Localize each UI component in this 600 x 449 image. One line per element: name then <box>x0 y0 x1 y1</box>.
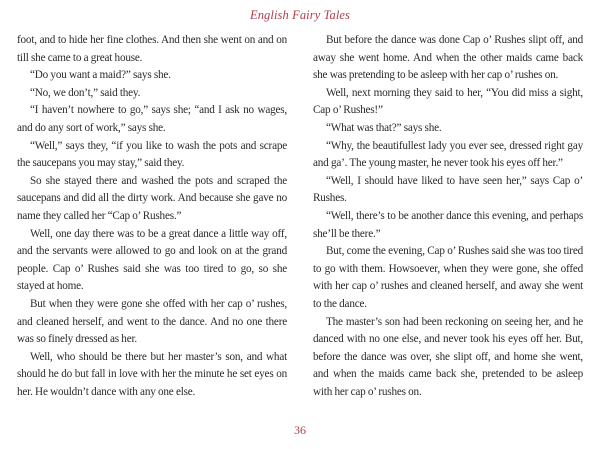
paragraph: “Do you want a maid?” says she. <box>30 69 171 82</box>
left-column <box>17 32 287 401</box>
paragraph: But when they were gone she offed with her cap o’ rushes, and cleaned herself, and went to the dance. And no one there was so finely dressed as her. <box>17 297 287 346</box>
paragraph: “No, we don’t,” said they. <box>30 86 141 99</box>
paragraph: But before the dance was done Cap o’ Rushes slipt off, and away she went home. And when the other maids came back she was pretending to be asleep with her cap o’ rushes on. <box>313 34 583 82</box>
paragraph: Well, next morning they said to her, “You did miss a sight, Cap o’ Rushes!” <box>313 86 583 117</box>
paragraph: “I haven’t nowhere to go,” says she; “and I ask no wages, and do any sort of work,” says she. <box>17 104 287 134</box>
right-column <box>313 32 583 401</box>
paragraph: “Well, there’s to be another dance this evening, and perhaps she’ll be there.” <box>313 209 583 240</box>
paragraph: foot, and to hide her fine clothes. And then she went on and on till she came to a great house. <box>17 34 287 64</box>
paragraph: “Why, the beautifullest lady you ever see, dressed right gay and ga’. The young master, he never took his eyes off her.” <box>313 139 583 170</box>
running-header: English Fairy Tales <box>249 8 351 22</box>
paragraph: “What was that?” says she. <box>326 121 442 134</box>
paragraph: Well, one day there was to be a great dance a little way off, and the servants were allowed to go and look on at the grand people. Cap o’ Rushes said she was too tired to go, so she stayed at home. <box>17 227 287 293</box>
paragraph: “Well,” says they, “if you like to wash the pots and scrape the saucepans you may stay,” said they. <box>17 139 287 170</box>
paragraph: The master’s son had been reckoning on seeing her, and he danced with no one else, and never took his eyes off her. But, before the dance was over, she slipt off, and home she went, and when the maids came back she, pretended to be asleep with her cap o’ rushes on. <box>313 315 583 398</box>
page-number: 36 <box>294 423 306 437</box>
paragraph: So she stayed there and washed the pots and scraped the saucepans and did all the dirty work. And because she gave no name they called her “Cap o’ Rushes.” <box>17 174 287 222</box>
text-columns <box>17 32 583 401</box>
paragraph: Well, who should be there but her master’s son, and what should he do but fall in love with her the minute he set eyes on her. He wouldn’t dance with any one else. <box>17 350 287 398</box>
paragraph: “Well, I should have liked to have seen her,” says Cap o’ Rushes. <box>313 174 583 205</box>
paragraph: But, come the evening, Cap o’ Rushes said she was too tired to go with them. Howsoever, when they were gone, she offed with her cap o’ rushes and cleaned herself, and away she went to the dance. <box>313 245 583 310</box>
